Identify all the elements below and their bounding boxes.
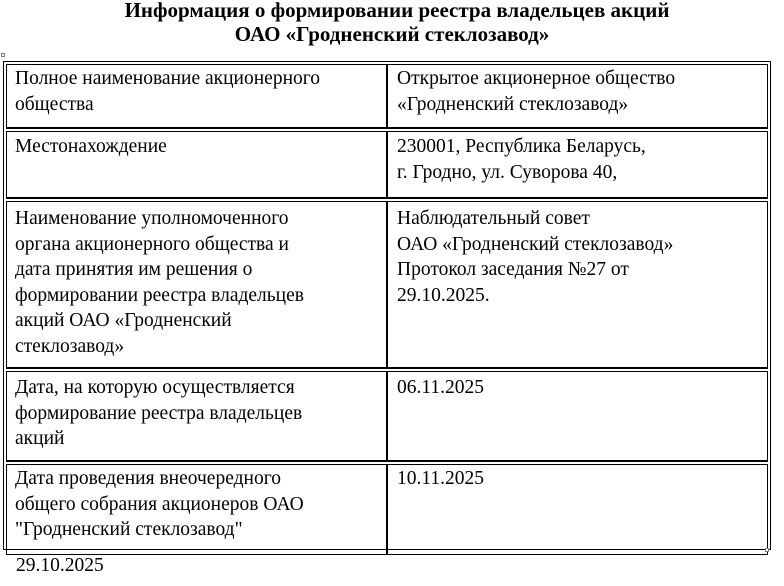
- cell-line: органа акционерного общества и: [15, 233, 289, 255]
- table-row: [6, 64, 768, 129]
- cell-line: акций ОАО «Гродненский: [15, 310, 232, 331]
- cell-line: общего собрания акционеров ОАО: [15, 493, 304, 515]
- cell-line: 06.11.2025: [397, 377, 485, 398]
- row-label-record-date[interactable]: [6, 371, 387, 462]
- info-table: [6, 64, 768, 555]
- cell-line: г. Гродно, ул. Суворова 40,: [397, 161, 618, 183]
- row-label-location[interactable]: [6, 131, 387, 199]
- table-move-handle[interactable]: [1, 53, 5, 57]
- row-label-full-name[interactable]: [6, 64, 387, 129]
- cell-line: 10.11.2025: [397, 468, 485, 489]
- cell-line: ОАО «Гродненский стеклозавод»: [397, 233, 674, 255]
- row-label-authorized-body[interactable]: [6, 201, 387, 369]
- cell-line: 29.10.2025.: [397, 284, 490, 306]
- row-value-record-date[interactable]: [387, 371, 768, 462]
- footer-date: 29.10.2025: [16, 555, 104, 576]
- cell-line: Местонахождение: [15, 136, 167, 157]
- cell-line: Протокол заседания №27 от: [397, 259, 629, 280]
- cell-line: Дата, на которую осуществляется: [15, 377, 295, 398]
- cell-line: Наименование уполномоченного: [15, 208, 289, 229]
- cell-line: «Гродненский стеклозавод»: [397, 93, 629, 115]
- cell-line: формирование реестра владельцев: [15, 402, 303, 424]
- table-resize-handle[interactable]: [765, 548, 769, 552]
- cell-line: дата принятия им решения о: [15, 259, 253, 280]
- cell-line: Дата проведения внеочередного: [15, 468, 281, 489]
- cell-line: стеклозавод»: [15, 335, 125, 357]
- cell-line: общества: [15, 93, 94, 115]
- table-row: [6, 464, 768, 555]
- row-value-full-name[interactable]: [387, 64, 768, 129]
- cell-line: Открытое акционерное общество: [397, 68, 676, 89]
- cell-line: Наблюдательный совет: [397, 208, 590, 229]
- row-value-authorized-body[interactable]: [387, 201, 768, 369]
- title-line-1: Информация о формировании реестра владельцев акций: [124, 0, 670, 22]
- row-value-location[interactable]: [387, 131, 768, 199]
- cell-line: формировании реестра владельцев: [15, 284, 304, 306]
- cell-line: акций: [15, 428, 65, 449]
- cell-line: Полное наименование акционерного: [15, 68, 321, 89]
- table-row: [6, 131, 768, 199]
- cell-line: 230001, Республика Беларусь,: [397, 136, 646, 157]
- row-label-meeting-date[interactable]: [6, 464, 387, 555]
- title-line-2: ОАО «Гродненский стеклозавод»: [234, 22, 550, 46]
- table-row: [6, 371, 768, 462]
- row-value-meeting-date[interactable]: [387, 464, 768, 555]
- cell-line: "Гродненский стеклозавод": [15, 519, 243, 540]
- table-row: [6, 201, 768, 369]
- document-title: [0, 0, 784, 46]
